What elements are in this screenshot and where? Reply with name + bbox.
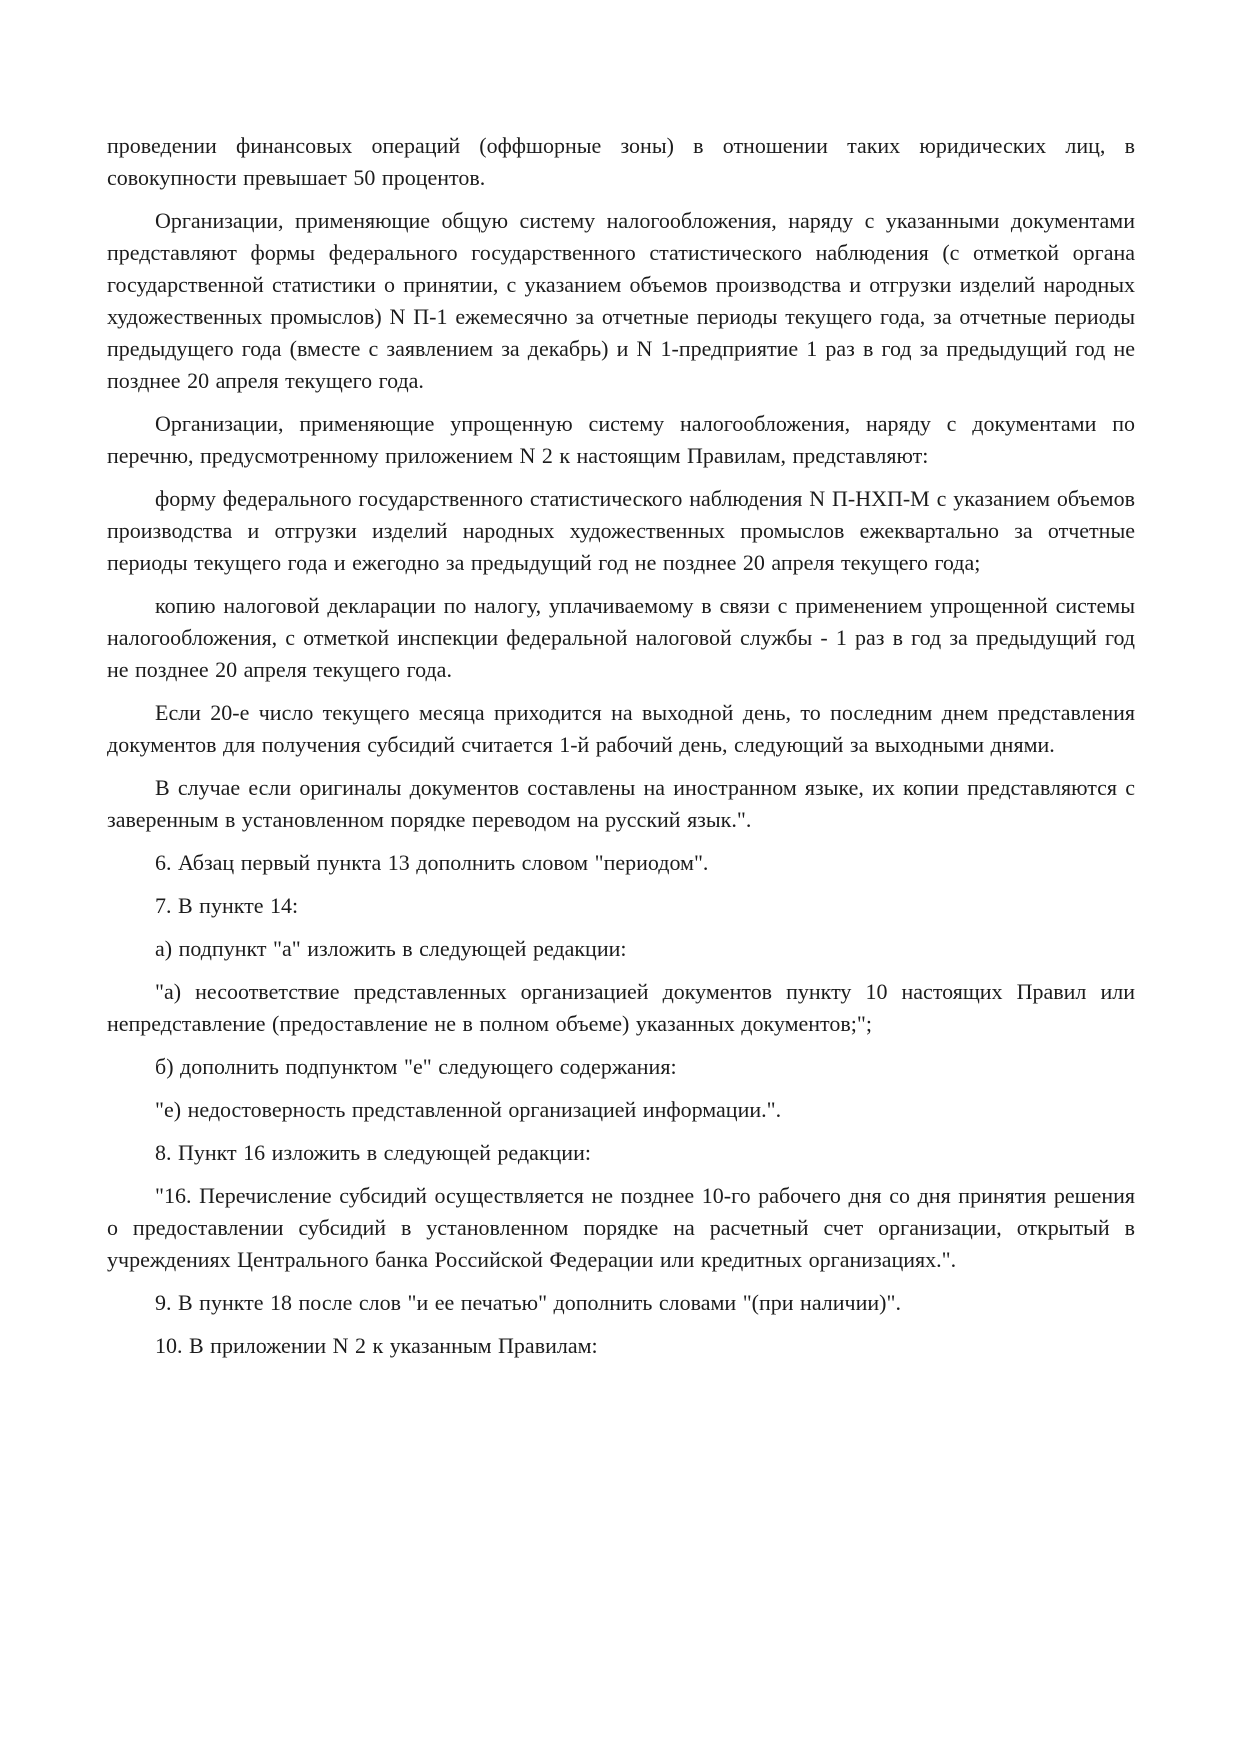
paragraph-9: 7. В пункте 14:	[155, 893, 299, 918]
paragraph-12: б) дополнить подпунктом "е" следующего содержания:	[155, 1054, 677, 1079]
paragraph-14: 8. Пункт 16 изложить в следующей редакции:	[155, 1140, 591, 1165]
paragraph-2: Организации, применяющие общую систему налогообложения, наряду с указанными документами представляют формы федерального государственного статистического наблюдения (с отметкой органа государственной статистики о принятии, с указанием объемов производства и отгрузки изделий народных художественных промыслов) N П-1 ежемесячно за отчетные периоды текущего года, за отчетные периоды предыдущего года (вместе с заявлением за декабрь) и N 1-предприятие 1 раз в год за предыдущий год не позднее 20 апреля текущего года.	[107, 208, 1135, 393]
paragraph-1: проведении финансовых операций (оффшорные зоны) в отношении таких юридических лиц, в совокупности превышает 50 процентов.	[107, 133, 1135, 190]
paragraph-15: "16. Перечисление субсидий осуществляется не позднее 10-го рабочего дня со дня принятия решения о предоставлении субсидий в установленном порядке на расчетный счет организации, открытый в учреждениях Центрального банка Российской Федерации или кредитных организациях.".	[107, 1183, 1135, 1272]
paragraph-3: Организации, применяющие упрощенную систему налогообложения, наряду с документами по перечню, предусмотренному приложением N 2 к настоящим Правилам, представляют:	[107, 411, 1135, 468]
paragraph-8: 6. Абзац первый пункта 13 дополнить словом "периодом".	[155, 850, 709, 875]
paragraph-7: В случае если оригиналы документов составлены на иностранном языке, их копии представляются с заверенным в установленном порядке переводом на русский язык.".	[107, 775, 1135, 832]
paragraph-6: Если 20-е число текущего месяца приходится на выходной день, то последним днем представления документов для получения субсидий считается 1-й рабочий день, следующий за выходными днями.	[107, 700, 1135, 757]
paragraph-11: "а) несоответствие представленных организацией документов пункту 10 настоящих Правил или непредставление (предоставление не в полном объеме) указанных документов;";	[107, 979, 1135, 1036]
paragraph-10: а) подпункт "а" изложить в следующей редакции:	[155, 936, 627, 961]
paragraph-4: форму федерального государственного статистического наблюдения N П-НХП-М с указанием объемов производства и отгрузки изделий народных художественных промыслов ежеквартально за отчетные периоды текущего года и ежегодно за предыдущий год не позднее 20 апреля текущего года;	[107, 486, 1135, 575]
paragraph-16: 9. В пункте 18 после слов "и ее печатью" дополнить словами "(при наличии)".	[155, 1290, 901, 1315]
paragraph-5: копию налоговой декларации по налогу, уплачиваемому в связи с применением упрощенной системы налогообложения, с отметкой инспекции федеральной налоговой службы - 1 раз в год за предыдущий год не позднее 20 апреля текущего года.	[107, 593, 1135, 682]
paragraph-17: 10. В приложении N 2 к указанным Правилам:	[155, 1333, 598, 1358]
paragraph-13: "е) недостоверность представленной организацией информации.".	[155, 1097, 782, 1122]
